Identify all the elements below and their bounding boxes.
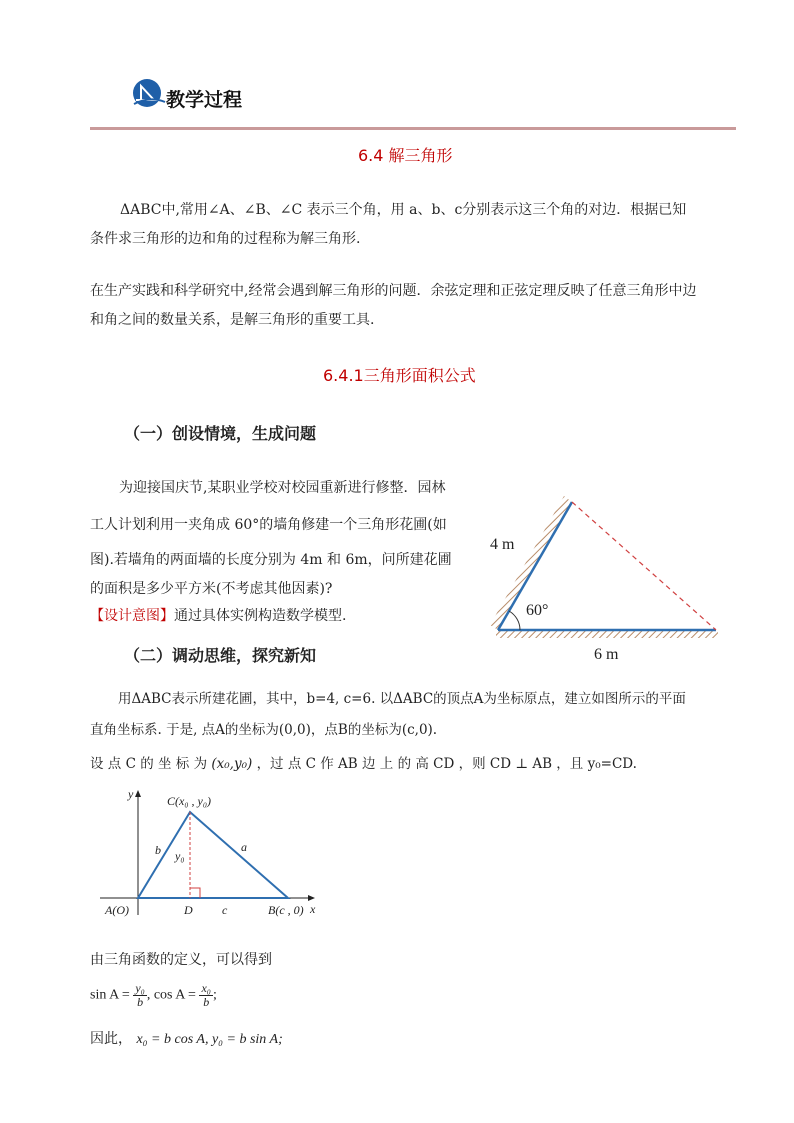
fig2-label-b: b [155, 843, 161, 857]
logo-icon [132, 78, 166, 108]
cosA-num: x₀ [201, 981, 211, 995]
design-intent-text: 通过具体实例构造数学模型. [174, 608, 347, 624]
part2-line2: 直角坐标系. 于是, 点A的坐标为(0,0)，点B的坐标为(c,0). [90, 722, 438, 738]
trig-definitions [90, 982, 217, 1009]
angle-arc [509, 611, 520, 630]
part1-line1: 为迎接国庆节,某职业学校对校园重新进行修整．园林 [119, 480, 446, 496]
label-60deg: 60° [526, 602, 549, 619]
fig2-label-a: a [241, 840, 247, 854]
fig2-label-y0: y₀ [175, 849, 185, 863]
fig2-label-c: c [222, 903, 228, 917]
part2-line3 [90, 755, 637, 773]
sep: , [146, 987, 151, 1003]
cosA-fraction [199, 982, 213, 1009]
fig2-label-A: A(O) [105, 903, 129, 917]
sinA-num: y₀ [135, 981, 145, 995]
label-6m: 6 m [594, 646, 619, 663]
fig2-label-B: B(c , 0) [268, 903, 304, 917]
header-logo [132, 78, 166, 108]
coord-C: (x₀,y₀) [211, 756, 253, 772]
fig2-y-label: y [128, 787, 134, 801]
part2-heading: （二）调动思维，探究新知 [124, 646, 317, 665]
header-divider [90, 127, 736, 130]
part1-line4: 的面积是多少平方米(不考虑其他因素)? [90, 581, 333, 597]
part2-line3-a: 设 点 C 的 坐 标 为 [90, 756, 208, 772]
sinA-den: b [137, 995, 144, 1009]
intro-p1-line2: 条件求三角形的边和角的过程称为解三角形. [90, 231, 361, 247]
part2-line3-b: ，过 点 C 作 AB 边 上 的 高 CD ，则 CD ⊥ AB ，且 y₀=CD. [256, 756, 637, 772]
design-intent [90, 607, 346, 625]
design-intent-tag: 【设计意图】 [90, 608, 174, 624]
cosA-den: b [203, 995, 210, 1009]
right-angle-mark [190, 888, 200, 898]
result-formula: x₀ = b cos A, y₀ = b sin A; [136, 1032, 283, 1047]
part1-line3: 图).若墙角的两面墙的长度分别为 4m 和 6m，问所建花圃 [90, 552, 452, 568]
label-4m: 4 m [490, 536, 515, 553]
x-axis-arrow [308, 895, 315, 901]
fig2-label-D: D [184, 903, 193, 917]
fig2-label-C: C(x₀ , y₀) [167, 794, 211, 808]
sinA-lhs: sin A = [90, 987, 130, 1003]
part1-line2: 工人计划利用一夹角成 60°的墙角修建一个三角形花圃(如 [90, 517, 447, 533]
open-side [572, 502, 716, 630]
cosA-lhs: cos A = [153, 987, 196, 1003]
section-title: 6.4 解三角形 [358, 146, 453, 165]
subsection-title: 6.4.1三角形面积公式 [323, 366, 476, 385]
y-axis-arrow [135, 790, 141, 797]
figure-wall-triangle [478, 490, 728, 670]
fig2-x-label: x [310, 902, 316, 916]
intro-p2-line1: 在生产实践和科学研究中,经常会遇到解三角形的问题．余弦定理和正弦定理反映了任意三角形中边 [90, 283, 697, 299]
part1-heading: （一）创设情境，生成问题 [124, 424, 317, 443]
intro-p1-line1: ΔABC中,常用∠A、∠B、∠C 表示三个角，用 a、b、c分别表示这三个角的对边．根据已知 [120, 202, 687, 218]
part2-line1: 用ΔABC表示所建花圃，其中，b=4, c=6. 以ΔABC的顶点A为坐标原点，建立如图所示的平面 [118, 691, 686, 707]
end: ; [212, 987, 217, 1003]
result-line [90, 1030, 283, 1049]
figure-coordinate-triangle [95, 785, 335, 925]
intro-p2-line2: 和角之间的数量关系，是解三角形的重要工具. [90, 312, 375, 328]
sinA-fraction [133, 982, 147, 1009]
header-title: 教学过程 [166, 89, 243, 111]
derivation-intro: 由三角函数的定义，可以得到 [90, 952, 272, 968]
result-label: 因此， [90, 1031, 132, 1047]
